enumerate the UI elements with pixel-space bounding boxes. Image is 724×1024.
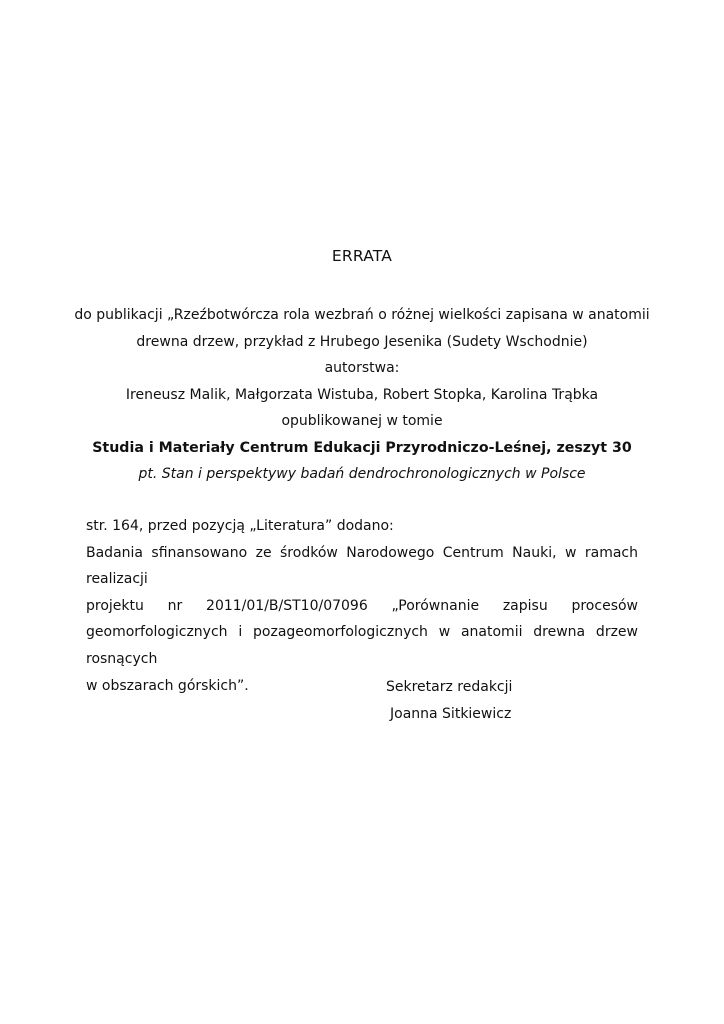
publication-info xyxy=(70,302,654,488)
intro-line-2: drewna drzew, przykład z Hrubego Jesenika (Sudety Wschodnie) xyxy=(136,333,588,350)
correction-text xyxy=(86,513,638,699)
correction-line-4: w obszarach górskich”. xyxy=(86,677,249,694)
volume-title: Studia i Materiały Centrum Edukacji Przyrodniczo-Leśnej, zeszyt 30 xyxy=(92,439,632,456)
intro-line-1: do publikacji „Rzeźbotwórcza rola wezbrań o różnej wielkości zapisana w anatomii xyxy=(74,307,650,323)
signature-name: Joanna Sitkiewicz xyxy=(390,706,512,722)
volume-subtitle: pt. Stan i perspektywy badań dendrochronologicznych w Polsce xyxy=(138,466,586,482)
signature-role: Sekretarz redakcji xyxy=(386,679,513,695)
document-title: ERRATA xyxy=(331,247,393,265)
signature-block xyxy=(386,674,512,728)
correction-line-2: projektu nr 2011/01/B/ST10/07096 „Porównanie zapisu procesów xyxy=(86,597,638,614)
correction-heading: str. 164, przed pozycją „Literatura” dodano: xyxy=(86,518,394,534)
correction-line-1: Badania sfinansowano ze środków Narodowego Centrum Nauki, w ramach realizacji xyxy=(86,544,638,588)
authors-line: Ireneusz Malik, Małgorzata Wistuba, Robert Stopka, Karolina Trąbka xyxy=(125,386,599,403)
intro-line-5: opublikowanej w tomie xyxy=(281,413,443,429)
correction-line-3: geomorfologicznych i pozageomorfologicznych w anatomii drewna drzew rosnących xyxy=(86,624,638,667)
intro-line-3: autorstwa: xyxy=(324,360,400,376)
